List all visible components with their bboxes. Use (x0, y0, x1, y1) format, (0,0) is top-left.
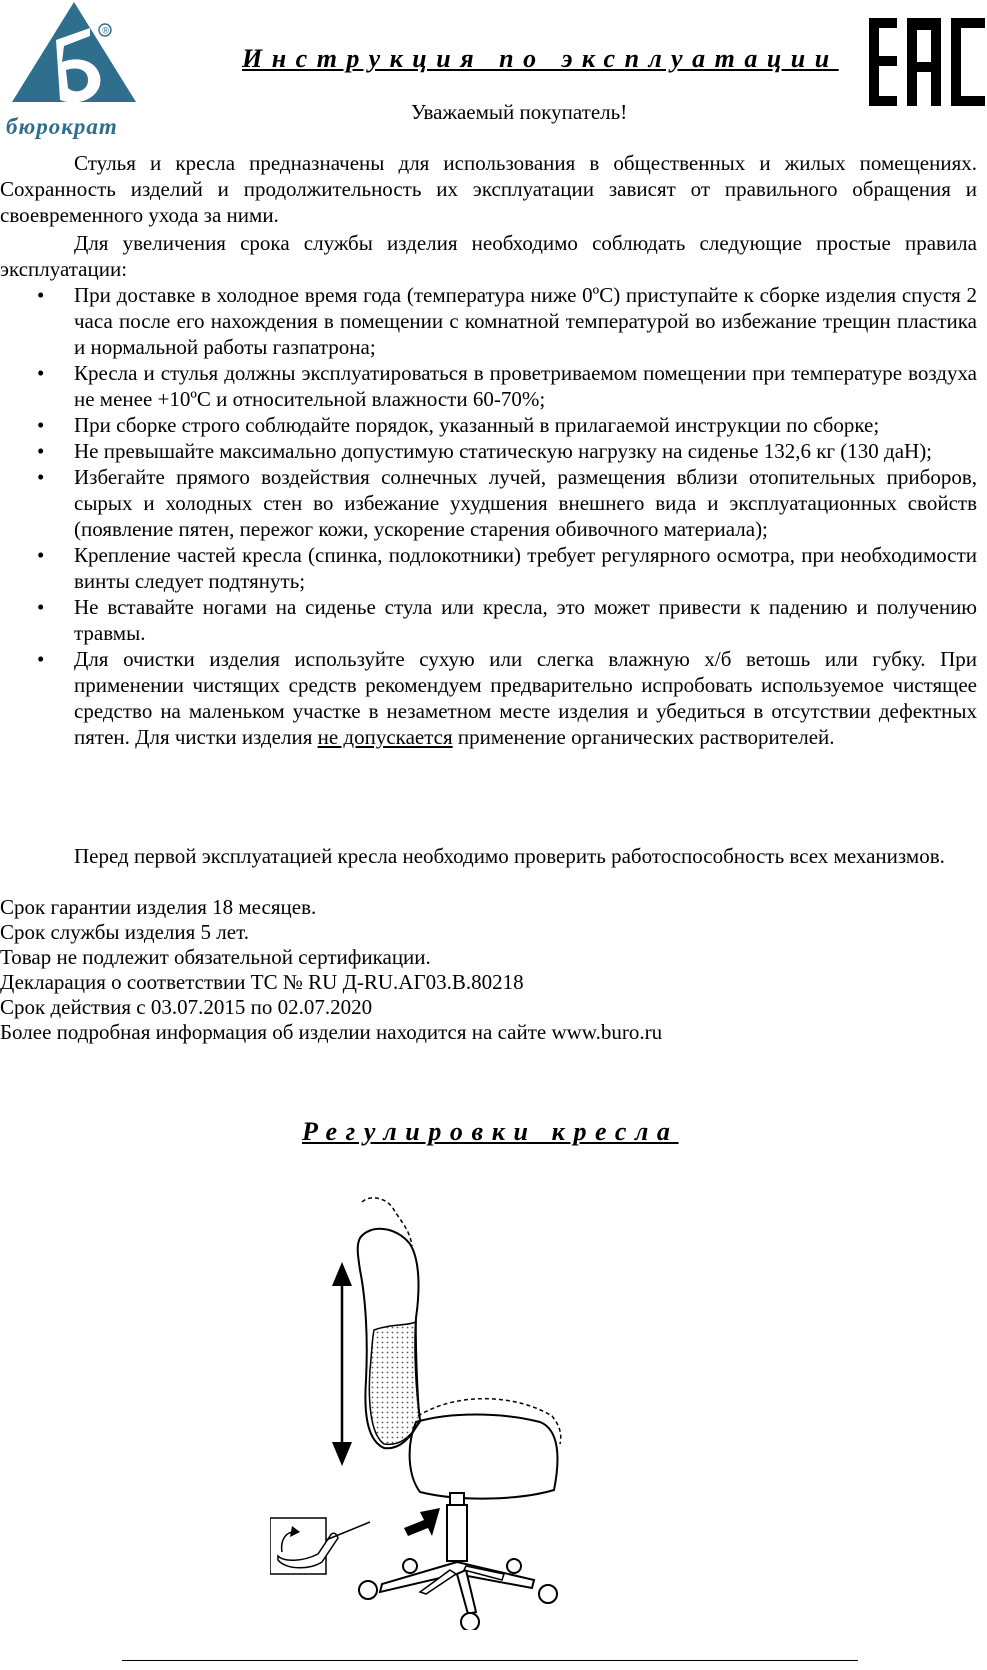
rules-intro-paragraph: Для увеличения срока службы изделия необходимо соблюдать следующие простые правила эксплуатации: (0, 231, 977, 281)
eac-certification-mark (869, 16, 987, 114)
list-item: • При сборке строго соблюдайте порядок, указанный в прилагаемой инструкции по сборке; (0, 412, 977, 438)
adjustments-title: Регулировки кресла (302, 1117, 679, 1146)
registered-mark: ® (102, 25, 109, 36)
closing-paragraph: Перед первой эксплуатацией кресла необходимо проверить работоспособность всех механизмов. (74, 844, 945, 868)
rules-list (0, 282, 977, 750)
list-item: • При доставке в холодное время года (температура ниже 0ºС) приступайте к сборке изделия спустя 2 часа после его нахождения в помещении с комнатной температурой во избежание трещин пластика и нормальной работы газпатрона; (0, 282, 977, 360)
list-item-cleaning (0, 646, 977, 750)
brand-name: бюрократ (6, 114, 118, 139)
list-item: • Кресла и стулья должны эксплуатироваться в проветриваемом помещении при температуре воздуха не менее +10ºС и относительной влажности 60-70%; (0, 360, 977, 412)
bottom-divider (122, 1660, 858, 1661)
page-title: Инструкция по эксплуатации (242, 44, 839, 73)
declaration-text: Декларация о соответствии ТС № RU Д-RU.АГ03.В.80218 (0, 970, 524, 994)
cleaning-text-end: применение органических растворителей. (452, 725, 835, 749)
list-item: • Избегайте прямого воздействия солнечных лучей, размещения вблизи отопительных приборов, сырых и холодных стен во избежание ухудшения внешнего вида и эксплуатационных свойств (появление пятен, пережог кожи, ускорение старения обивочного материала); (0, 464, 977, 542)
validity-text: Срок действия с 03.07.2015 по 02.07.2020 (0, 995, 373, 1019)
chair-illustration (270, 1190, 610, 1630)
website-text: Более подробная информация об изделии находится на сайте www.buro.ru (0, 1020, 663, 1044)
list-item: • Крепление частей кресла (спинка, подлокотники) требует регулярного осмотра, при необходимости винты следует подтянуть; (0, 542, 977, 594)
certification-text: Товар не подлежит обязательной сертификации. (0, 945, 431, 969)
list-item: • Не превышайте максимально допустимую статическую нагрузку на сиденье 132,6 кг (130 даН); (0, 438, 977, 464)
list-item: • Не вставайте ногами на сиденье стула или кресла, это может привести к падению и получению травмы. (0, 594, 977, 646)
height-adjust-arrow-icon (332, 1262, 352, 1466)
cleaning-text: Для очистки изделия используйте сухую или слегка влажную х/б ветошь или губку. При применении чистящих средств рекомендуем предварительно испробовать используемое чистящее средство на маленьком участке в незаметном месте изделия и убедиться в отсутствии дефектных пятен. Для чистки изделия (74, 647, 977, 749)
intro-paragraph: Стулья и кресла предназначены для использования в общественных и жилых помещениях. Сохранность изделий и продолжительность их эксплуатации зависят от правильного обращения и своевременного ухода за ними. (0, 151, 977, 227)
warranty-text: Срок гарантии изделия 18 месяцев. (0, 895, 317, 919)
service-life-text: Срок службы изделия 5 лет. (0, 920, 249, 944)
product-info (0, 895, 662, 1045)
greeting: Уважаемый покупатель! (411, 100, 628, 124)
cleaning-emphasis: не допускается (317, 725, 453, 749)
